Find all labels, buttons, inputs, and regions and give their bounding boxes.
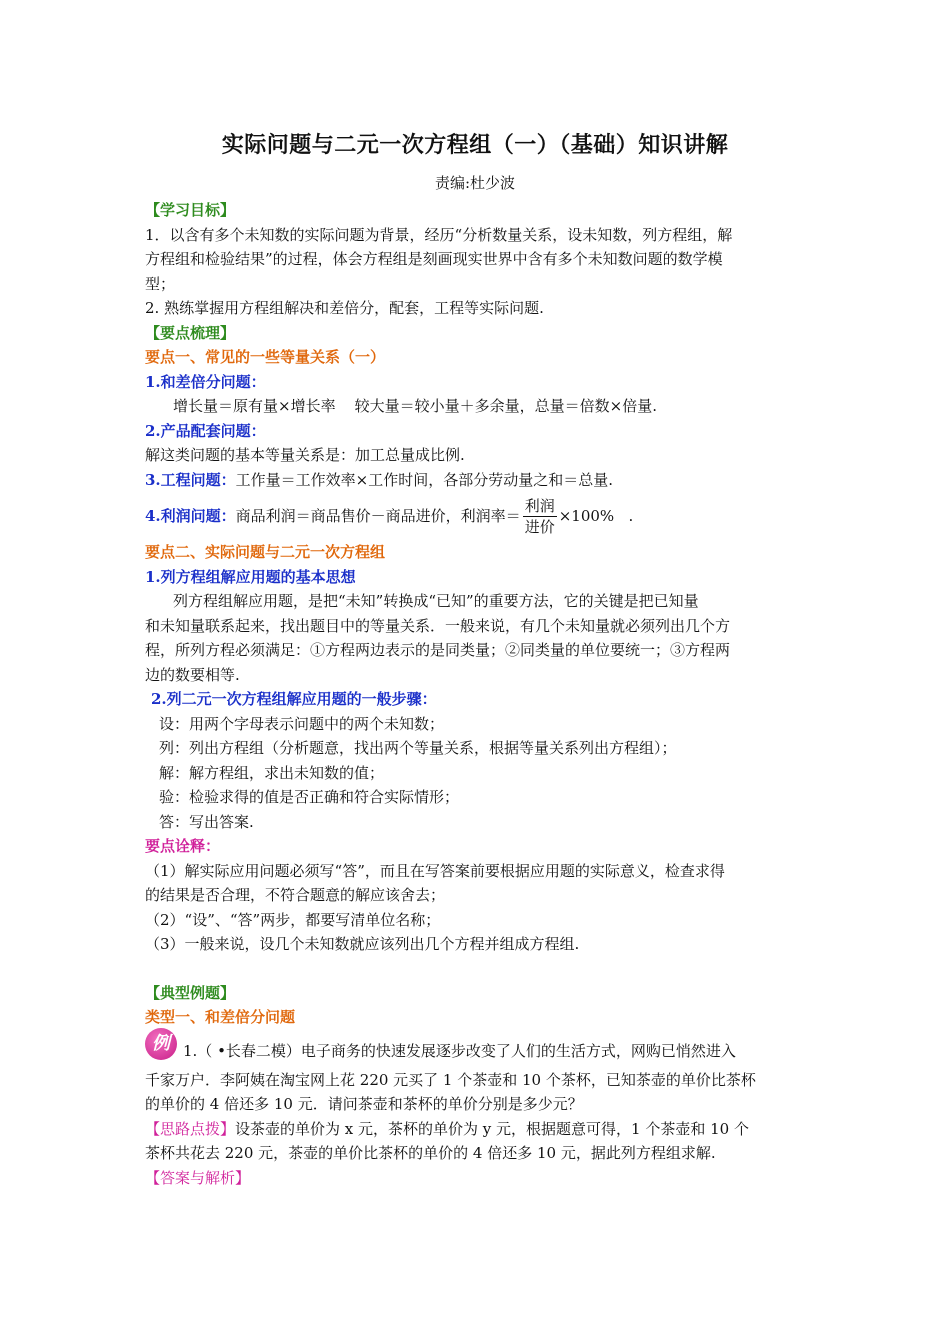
- point-2-heading: 要点二、实际问题与二元一次方程组: [145, 543, 386, 561]
- page-title: 实际问题与二元一次方程组（一）（基础）知识讲解: [221, 132, 729, 158]
- point-1-item-1-text: 增长量＝原有量×增长率 较大量＝较小量＋多余量，总量＝倍数×倍量.: [173, 397, 657, 415]
- points-heading: 【要点梳理】: [145, 323, 236, 342]
- point-1-item-4-tail: ×100% .: [558, 506, 634, 525]
- example-1-line-1: [145, 1032, 810, 1068]
- point-2-para-line-4: 边的数要相等.: [145, 665, 240, 684]
- hint-line-1: [145, 1117, 810, 1142]
- point-2-para-line-1: 列方程组解应用题，是把“未知”转换成“已知”的重要方法，它的关键是把已知量: [173, 592, 699, 610]
- goal-1-line-1: 1．以含有多个未知数的实际问题为背景，经历“分析数量关系，设未知数，列方程组，解: [145, 225, 733, 244]
- hint-text: 设茶壶的单价为 x 元，茶杯的单价为 y 元，根据题意可得，1 个茶壶和 10 个: [235, 1119, 749, 1138]
- point-2-item-2-heading: 2.列二元一次方程组解应用题的一般步骤：: [151, 690, 437, 708]
- author-line: 责编:杜少波: [434, 174, 516, 192]
- point-1-item-4: [145, 492, 810, 540]
- step-item: 设：用两个字母表示问题中的两个未知数；: [159, 714, 445, 733]
- point-1-item-2-text: 解这类问题的基本等量关系是：加工总量成比例.: [145, 446, 465, 464]
- example-badge-icon: 例: [145, 1028, 177, 1060]
- note-2: （2）“设”、“答”两步，都要写清单位名称；: [145, 910, 441, 929]
- example-1-line-2: 千家万户．李阿姨在淘宝网上花 220 元买了 1 个茶壶和 10 个茶杯，已知茶壶的单价比茶杯: [145, 1070, 756, 1089]
- step-item: 解：解方程组，求出未知数的值；: [159, 763, 385, 782]
- profit-rate-fraction: [523, 496, 557, 537]
- note-1-line-2: 的结果是否合理，不符合题意的解应该舍去；: [145, 886, 446, 904]
- point-1-item-4-heading: 4.利润问题：: [145, 506, 236, 525]
- hint-line-2: 茶杯共花去 220 元，茶壶的单价比茶杯的单价的 4 倍还多 10 元，据此列方程组求解.: [145, 1144, 716, 1162]
- point-2-item-1-heading: 1.列方程组解应用题的基本思想: [145, 567, 356, 586]
- example-1-text: 1.（ •长春二模）电子商务的快速发展逐步改变了人们的生活方式，网购已悄然进入: [183, 1041, 736, 1060]
- step-item: 列：列出方程组（分析题意，找出两个等量关系，根据等量关系列出方程组）；: [159, 739, 677, 757]
- fraction-numerator: 利润: [524, 496, 555, 515]
- fraction-denominator: 进价: [524, 517, 555, 536]
- goals-heading: 【学习目标】: [145, 201, 236, 219]
- point-2-para-line-3: 程，所列方程必须满足：①方程两边表示的是同类量；②同类量的单位要统一；③方程两: [145, 641, 731, 659]
- document-body: [145, 198, 810, 1190]
- answer-heading: 【答案与解析】: [145, 1168, 251, 1187]
- point-1-item-1-heading: 1.和差倍分问题：: [145, 372, 266, 391]
- step-item: 答：写出答案.: [159, 812, 254, 831]
- point-2-para-line-2: 和未知量联系起来，找出题目中的等量关系．一般来说，有几个未知量就必须列出几个方: [145, 616, 731, 635]
- goal-2: 2. 熟练掌握用方程组解决和差倍分，配套，工程等实际问题.: [145, 299, 544, 317]
- goal-1-line-2: 方程组和检验结果”的过程，体会方程组是刻画现实世界中含有多个未知数问题的数学模: [145, 250, 723, 268]
- section-spacer: [145, 957, 810, 981]
- step-item: 验：检验求得的值是否正确和符合实际情形；: [159, 788, 460, 806]
- point-1-item-2-heading: 2.产品配套问题：: [145, 421, 266, 440]
- point-1-heading: 要点一、常见的一些等量关系（一）: [145, 348, 386, 366]
- note-3: （3）一般来说，设几个未知数就应该列出几个方程并组成方程组.: [145, 935, 580, 953]
- example-1-line-3: 的单价的 4 倍还多 10 元．请问茶壶和茶杯的单价分别是多少元？: [145, 1095, 583, 1113]
- point-1-item-4-text: 商品利润＝商品售价－商品进价，利润率＝: [235, 506, 521, 525]
- point-1-item-3: [145, 468, 810, 493]
- examples-heading: 【典型例题】: [145, 983, 236, 1002]
- note-heading: 要点诠释：: [145, 837, 221, 855]
- point-1-item-3-text: 工作量＝工作效率×工作时间，各部分劳动量之和＝总量.: [235, 470, 614, 489]
- point-1-item-3-heading: 3.工程问题：: [145, 470, 236, 489]
- note-1-line-1: （1）解实际应用问题必须写“答”，而且在写答案前要根据应用题的实际意义，检查求得: [145, 861, 725, 880]
- type-1-heading: 类型一、和差倍分问题: [145, 1008, 296, 1026]
- hint-heading: 【思路点拨】: [145, 1119, 236, 1138]
- goal-1-line-3: 型；: [145, 274, 176, 293]
